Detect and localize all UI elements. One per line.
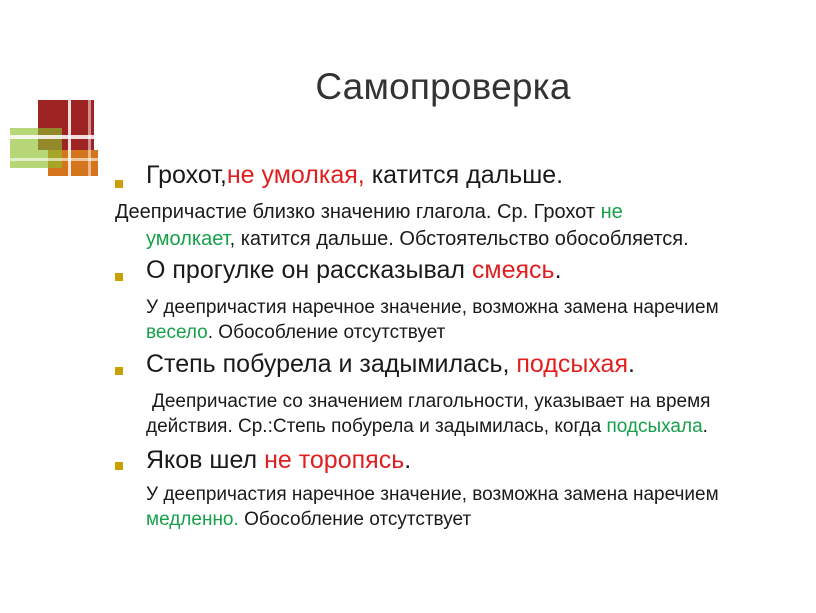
item-3-note-text-end: . [702,416,708,437]
item-2-explanation-line-2 [146,322,445,344]
item-1-note-highlight: не [600,201,623,223]
bullet-icon [115,367,123,375]
item-3-explanation-line-1 [152,391,710,413]
item-2-text: О прогулке он рассказывал [146,256,472,284]
deco-line-h1 [0,135,110,139]
deco-line-h2 [0,158,110,161]
deco-green-square [10,128,62,168]
item-2-sentence [146,256,562,285]
item-4-explanation-line-1 [146,484,719,506]
item-1-explanation-line-1 [115,201,623,224]
item-3-note-text-2: действия. Ср.:Степь побурела и задымилась, когда [146,416,607,437]
item-4-explanation-line-2 [146,509,471,531]
item-2-note-highlight: весело [146,322,208,343]
item-3-note-text: Деепричастие со значением глагольности, указывает на время [152,391,711,412]
item-4-note-highlight: медленно. [146,509,239,530]
item-2-explanation-line-1 [146,297,719,319]
item-4-note-text-2: Обособление отсутствует [238,509,472,530]
bullet-icon [115,273,123,281]
item-2-note-text: У деепричастия наречное значение, возможна замена наречием [146,297,719,318]
item-3-text: Степь побурела и задымилась, [146,350,517,378]
item-4-sentence [146,446,411,475]
item-1-note-highlight-2: умолкает [146,228,230,250]
item-3-sentence [146,350,635,379]
bullet-icon [115,462,123,470]
item-1-note-text-2: , катится дальше. Обстоятельство обособляется. [229,228,689,250]
item-3-note-highlight: подсыхала [606,416,703,437]
item-4-text: Яков шел [146,446,265,474]
item-4-participle: не торопясь [264,446,405,474]
item-3-participle: подсыхая [516,350,628,378]
item-1-text: Грохот, [146,161,227,189]
item-3-text-end: . [627,350,635,378]
item-4-note-text: У деепричастия наречное значение, возможна замена наречием [146,484,719,505]
item-1-text-end: катится дальше. [364,161,564,189]
item-1-participle: не умолкая, [226,161,365,189]
item-1-sentence [146,161,563,190]
item-3-explanation-line-2 [146,416,708,438]
bullet-icon [115,180,123,188]
item-2-text-end: . [554,256,562,284]
item-2-note-text-2: . Обособление отсутствует [207,322,446,343]
item-4-text-end: . [404,446,412,474]
item-1-note-text: Деепричастие близко значению глагола. Ср. Грохот [115,201,601,223]
item-1-explanation-line-2 [146,228,689,251]
item-2-participle: смеясь [471,256,555,284]
page-title: Самопроверка [315,66,571,107]
